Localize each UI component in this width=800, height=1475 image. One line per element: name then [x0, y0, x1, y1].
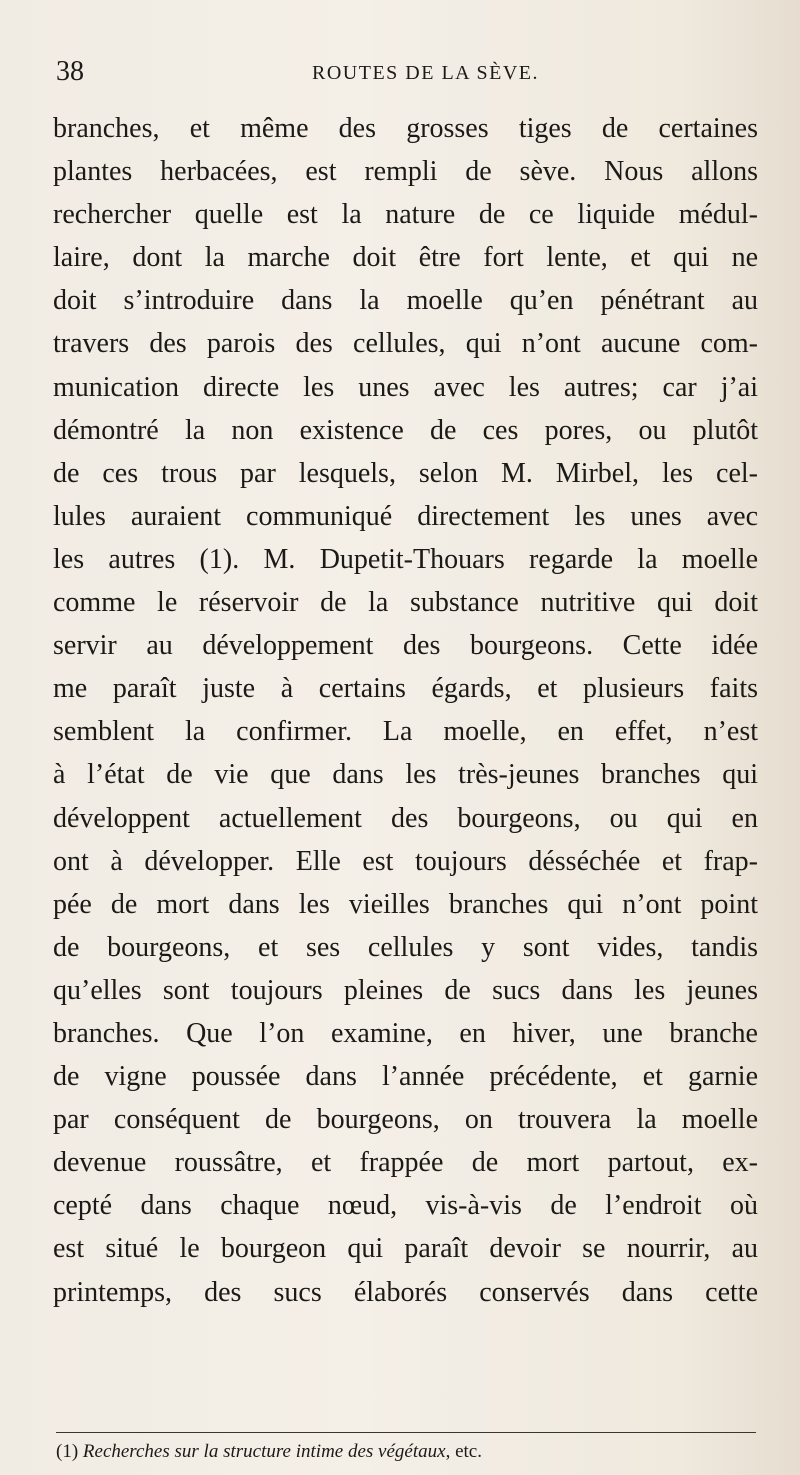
text-line: munication directe les unes avec les autres; car j’ai: [53, 371, 758, 403]
text-line: semblent la confirmer. La moelle, en effet, n’est: [53, 716, 758, 748]
footnote: [56, 1441, 756, 1463]
footnote-suffix: , etc.: [445, 1441, 482, 1462]
text-line: à l’état de vie que dans les très-jeunes branches qui: [53, 759, 758, 791]
text-line: ont à développer. Elle est toujours désséchée et frap-: [53, 845, 758, 877]
text-line: branches, et même des grosses tiges de certaines: [53, 113, 758, 144]
text-line: laire, dont la marche doit être fort lente, et qui ne: [53, 242, 758, 274]
text-line: printemps, des sucs élaborés conservés dans cette: [53, 1276, 758, 1308]
text-line: de bourgeons, et ses cellules y sont vides, tandis: [53, 931, 758, 963]
page-number: 38: [56, 56, 84, 87]
text-line: branches. Que l’on examine, en hiver, une branche: [53, 1017, 758, 1049]
text-line: lules auraient communiqué directement les unes avec: [53, 500, 758, 532]
text-line: plantes herbacées, est rempli de sève. Nous allons: [53, 156, 758, 188]
text-line: est situé le bourgeon qui paraît devoir se nourrir, au: [53, 1233, 758, 1265]
footnote-marker: (1): [56, 1441, 79, 1462]
text-line: comme le réservoir de la substance nutritive qui doit: [53, 587, 758, 619]
body-text: [53, 107, 758, 1314]
text-line: qu’elles sont toujours pleines de sucs dans les jeunes: [53, 974, 758, 1006]
text-line: par conséquent de bourgeons, on trouvera la moelle: [53, 1104, 758, 1136]
running-title: ROUTES DE LA SÈVE.: [312, 62, 539, 84]
text-line: rechercher quelle est la nature de ce liquide médul-: [53, 199, 758, 231]
text-line: développent actuellement des bourgeons, ou qui en: [53, 802, 758, 834]
text-line: les autres (1). M. Dupetit-Thouars regarde la moelle: [53, 543, 758, 575]
text-line: démontré la non existence de ces pores, ou plutôt: [53, 414, 758, 446]
text-line: pée de mort dans les vieilles branches qui n’ont point: [53, 888, 758, 920]
text-line: de ces trous par lesquels, selon M. Mirbel, les cel-: [53, 457, 758, 489]
text-line: de vigne poussée dans l’année précédente, et garnie: [53, 1061, 758, 1093]
footnote-reference-title: Recherches sur la structure intime des végétaux: [82, 1441, 446, 1462]
footnote-rule: [56, 1432, 756, 1433]
text-line: cepté dans chaque nœud, vis-à-vis de l’endroit où: [53, 1190, 758, 1222]
text-line: devenue roussâtre, et frappée de mort partout, ex-: [53, 1147, 758, 1179]
page-header: [56, 56, 756, 92]
text-line: travers des parois des cellules, qui n’ont aucune com-: [53, 328, 758, 360]
text-line: me paraît juste à certains égards, et plusieurs faits: [53, 673, 758, 705]
text-line: servir au développement des bourgeons. Cette idée: [53, 630, 758, 662]
text-line: doit s’introduire dans la moelle qu’en pénétrant au: [53, 285, 758, 317]
